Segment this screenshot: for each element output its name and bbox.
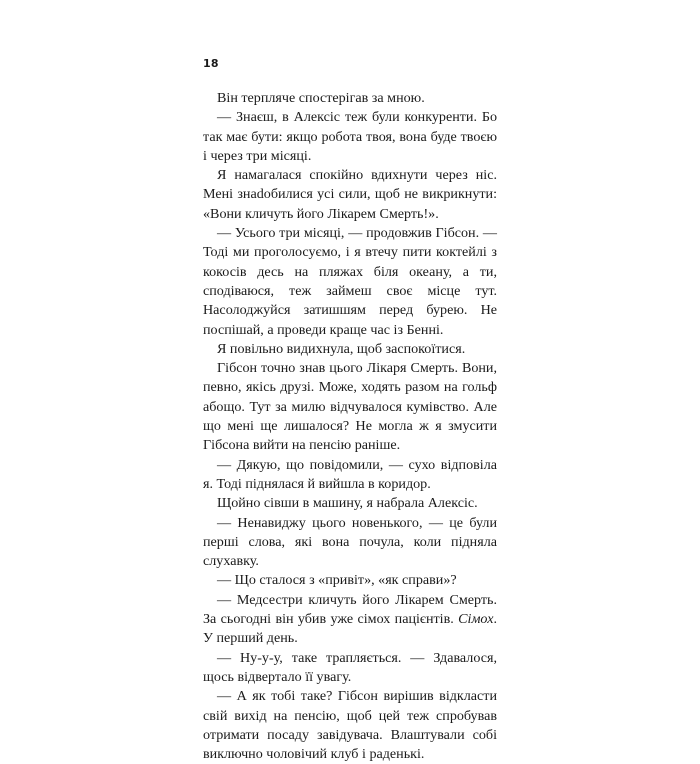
paragraph-text: . У перший день. xyxy=(203,611,497,647)
emphasized-text: Сімох xyxy=(458,611,494,628)
paragraph xyxy=(203,687,497,764)
paragraph-text: — Що сталося з «привіт», «як справи»? xyxy=(217,572,457,589)
paragraph-text: Щойно сівши в машину, я набрала Алексіс. xyxy=(217,495,478,512)
paragraph-text: — Усього три місяці, — продовжив Гібсон. — Тоді ми проголосуємо, і я втечу пити коктейлі з кокосів десь на пляжах біля океану, а ти, сподіваюся, теж займеш своє місце тут. Насолоджуйся затишшям перед бурею. Не поспішай, а проведи краще час із Бенні. xyxy=(203,225,497,338)
body-text xyxy=(203,89,497,764)
paragraph-text: — Ну-у-у, таке трапляється. — Здавалося, щось відвертало її увагу. xyxy=(203,649,497,685)
paragraph xyxy=(203,166,497,224)
paragraph xyxy=(203,514,497,572)
paragraph xyxy=(203,571,497,590)
paragraph xyxy=(203,340,497,359)
paragraph-text: — Дякую, що повідомили, — сухо відповіла я. Тоді піднялася й вийшла в коридор. xyxy=(203,456,497,492)
paragraph-text: Я намагалася спокійно вдихнути через ніс. Мені знаdобилися усі сили, щоб не викрикнути: «Вони кличуть його Лікарем Смерть!». xyxy=(203,167,497,222)
paragraph-text: Він терпляче спостерігав за мною. xyxy=(217,90,425,106)
paragraph xyxy=(203,359,497,455)
page-number: 18 xyxy=(203,57,219,70)
paragraph xyxy=(203,591,497,649)
paragraph xyxy=(203,494,497,513)
paragraph-text: — Знаєш, в Алексіс теж були конкуренти. Бо так має бути: якщо робота твоя, вона буде твоєю і через три місяці. xyxy=(203,109,497,164)
paragraph-text: Я повільно видихнула, щоб заспокоїтися. xyxy=(217,340,466,357)
paragraph xyxy=(203,456,497,495)
paragraph xyxy=(203,224,497,340)
paragraph xyxy=(203,89,497,108)
paragraph-text: — Ненавиджу цього новенького, — це були перші слова, які вона почула, коли підняла слухавку. xyxy=(203,514,497,570)
paragraph-text: — Медсестри кличуть його Лікарем Смерть. За сьогодні він убив уже сімох пацієнтів. xyxy=(203,591,497,628)
paragraph xyxy=(203,108,497,166)
paragraph-text: Гібсон точно знав цього Лікаря Смерть. Вони, певно, якісь друзі. Може, ходять разом на гольф абощо. Тут за милю відчувалося кумівство. Але що мені ще лишалося? Не могла ж я змусити Гібсона вийти на пенсію раніше. xyxy=(203,360,497,454)
paragraph-text: — А як тобі таке? Гібсон вирішив відкласти свій вихід на пенсію, щоб цей теж спробував отримати посаду завідувача. Влаштували собі виключно чоловічий клуб і раденькі. xyxy=(203,688,497,763)
paragraph xyxy=(203,649,497,688)
